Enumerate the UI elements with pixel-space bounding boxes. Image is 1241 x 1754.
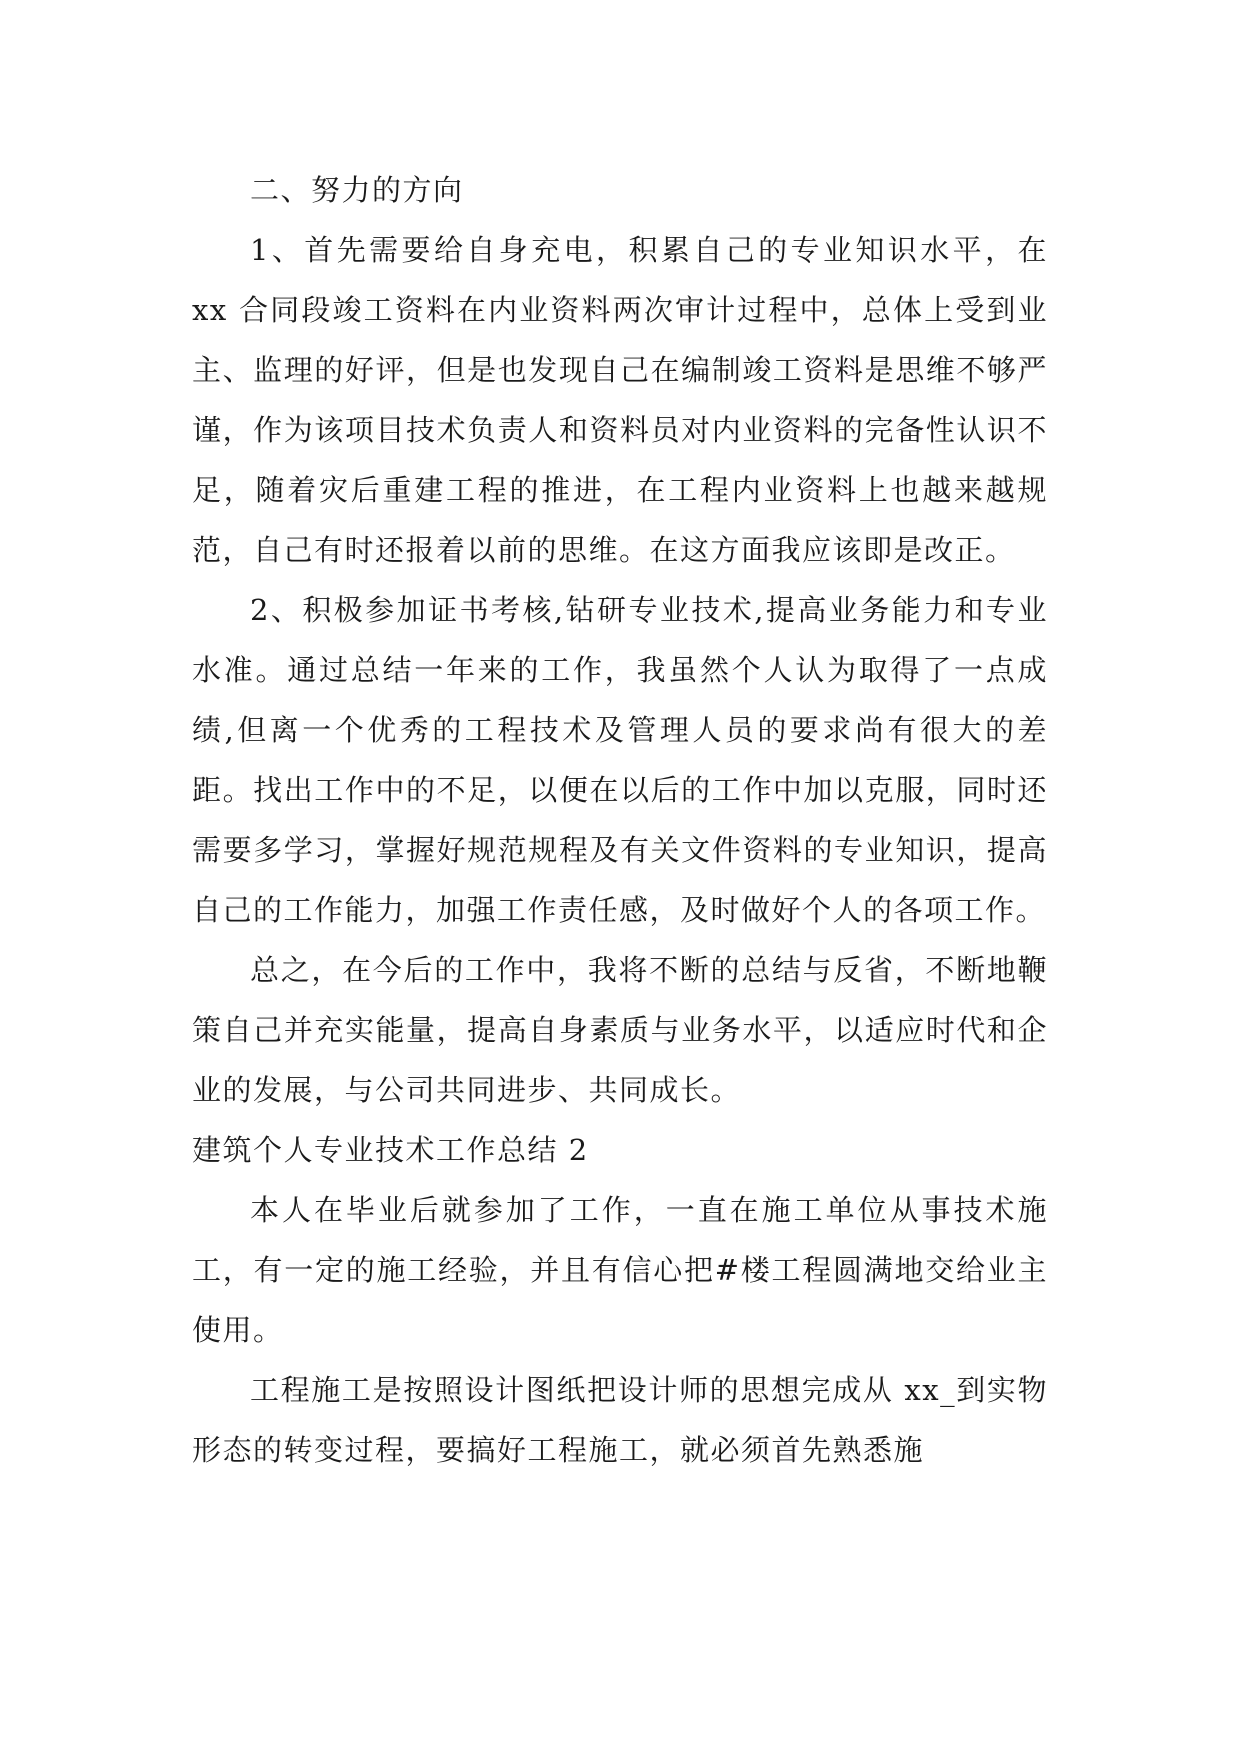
section-heading: 二、努力的方向 — [250, 173, 464, 207]
paragraph: 工程施工是按照设计图纸把设计师的思想完成从 xx_到实物形态的转变过程，要搞好工程施工，就必须首先熟悉施 — [192, 1373, 1048, 1467]
paragraph: 2、积极参加证书考核,钻研专业技术,提高业务能力和专业水准。通过总结一年来的工作，我虽然个人认为取得了一点成绩,但离一个优秀的工程技术及管理人员的要求尚有很大的差距。找出工作中的不足，以便在以后的工作中加以克服，同时还需要多学习，掌握好规范规程及有关文件资料的专业知识，提高自己的工作能力，加强工作责任感，及时做好个人的各项工作。 — [192, 593, 1048, 927]
paragraph: 总之，在今后的工作中，我将不断的总结与反省，不断地鞭策自己并充实能量，提高自身素质与业务水平，以适应时代和企业的发展，与公司共同进步、共同成长。 — [192, 953, 1048, 1107]
paragraph: 1、首先需要给自身充电，积累自己的专业知识水平，在 xx 合同段竣工资料在内业资料两次审计过程中，总体上受到业主、监理的好评，但是也发现自己在编制竣工资料是思维不够严谨，作为该项目技术负责人和资料员对内业资料的完备性认识不足，随着灾后重建工程的推进，在工程内业资料上也越来越规范，自己有时还报着以前的思维。在这方面我应该即是改正。 — [192, 233, 1048, 567]
article-title: 建筑个人专业技术工作总结 2 — [192, 1133, 589, 1167]
paragraph: 本人在毕业后就参加了工作，一直在施工单位从事技术施工，有一定的施工经验，并且有信心把#楼工程圆满地交给业主使用。 — [192, 1193, 1048, 1347]
document-body — [192, 160, 1048, 1480]
